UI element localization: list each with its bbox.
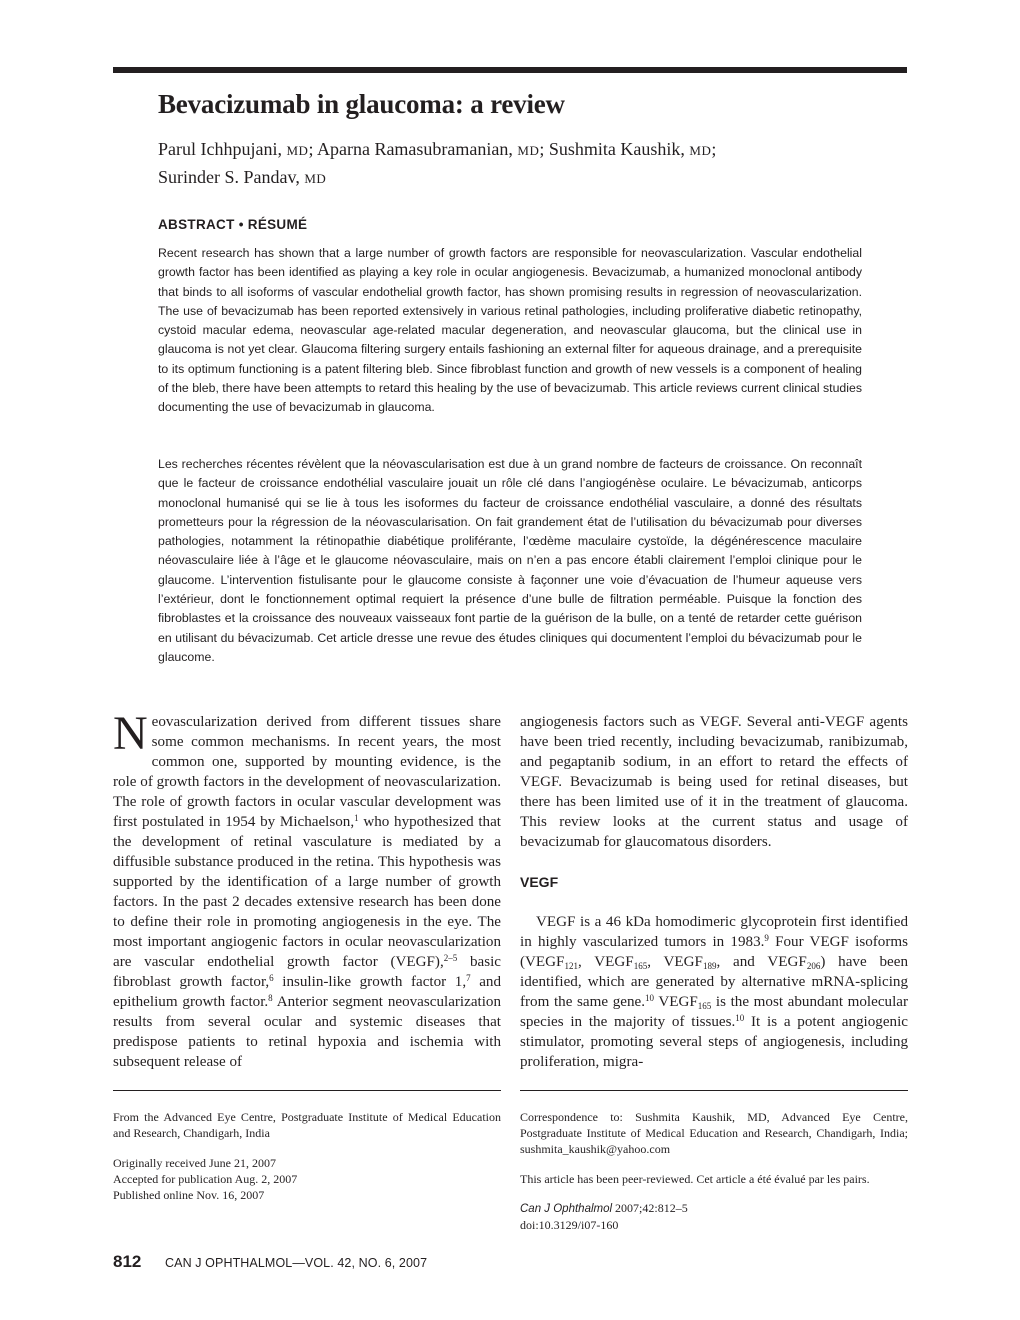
isoform-subscript: 206 [806, 961, 821, 971]
citation-note [520, 1200, 908, 1233]
isoform-subscript: 165 [633, 961, 648, 971]
vegf-text: is the most abundant molecular species in the majority of tissues. [520, 994, 908, 1030]
author-separator: ; [711, 139, 717, 159]
vegf-paragraph [520, 912, 908, 1072]
reference-marker: 8 [268, 993, 273, 1003]
section-heading-vegf: VEGF [520, 874, 559, 890]
intro-text: Anterior segment neovascularization results from several ocular and systemic diseases that predispose patients to retinal hypoxia and ischemia with subsequent release of [113, 994, 501, 1070]
vegf-text: ) have been identified, which are generated by alternative mRNA-splicing from the same gene. [520, 954, 908, 1010]
vegf-text: , VEGF [647, 954, 703, 970]
affiliation-note: From the Advanced Eye Centre, Postgraduate Institute of Medical Education and Research, Chandigarh, India [113, 1110, 501, 1140]
vegf-text: Four VEGF isoforms (VEGF [520, 934, 908, 970]
running-footer: CAN J OPHTHALMOL—VOL. 42, NO. 6, 2007 [165, 1256, 428, 1270]
published-date: Published online Nov. 16, 2007 [113, 1188, 265, 1202]
reference-marker: 7 [466, 973, 471, 983]
isoform-subscript: 189 [702, 961, 717, 971]
vegf-text: , and VEGF [716, 954, 807, 970]
abstract-heading: ABSTRACT • RÉSUMÉ [158, 217, 308, 232]
intro-text: eovascularization derived from different tissues share some common mechanisms. In recent years, the most common one, supported by mounting evidence, is the role of growth factors in the development of neovascularization. The role of growth factors in ocular vascular development was first postulated in 1954 by Michaelson, [113, 714, 501, 830]
footnote-rule-left [113, 1090, 501, 1091]
author-name: Sushmita Kaushik, [548, 139, 685, 159]
author-degree: MD [517, 143, 540, 158]
vegf-text: VEGF [653, 994, 698, 1010]
author-separator: ; [539, 139, 545, 159]
author-list [158, 136, 898, 192]
dates-note [113, 1155, 501, 1203]
vegf-text: VEGF is a 46 kDa homodimeric glycoprotein first identified in highly vascularized tumors in 1983. [520, 914, 908, 950]
author-degree: MD [286, 143, 309, 158]
journal-name: Can J Ophthalmol [520, 1203, 613, 1215]
author-name: Parul Ichhpujani, [158, 139, 282, 159]
author-degree: MD [304, 171, 327, 186]
vegf-section [520, 912, 908, 1072]
doi: doi:10.3129/i07-160 [520, 1218, 619, 1232]
intro-text: basic fibroblast growth factor, [113, 954, 501, 990]
drop-cap: N [113, 707, 148, 760]
reference-marker: 9 [764, 933, 769, 943]
isoform-subscript: 165 [697, 1001, 712, 1011]
author-name: Aparna Ramasubramanian, [316, 139, 513, 159]
abstract-english: Recent research has shown that a large number of growth factors are responsible for neovascularization. Vascular endothelial growth factor has been identified as playing a key role in ocular angiogenesis. Bevacizumab, a humanized monoclonal antibody that binds to all isoforms of vascular endothelial growth factor, has shown promising results in regression of neovascularization. The use of bevacizumab has been reported extensively in various retinal pathologies, including proliferative diabetic retinopathy, cystoid macular edema, neovascular age-related macular degeneration, and neovascular glaucoma, but the clinical use in glaucoma is not yet clear. Glaucoma filtering surgery entails fashioning an external filter for aqueous drainage, and a prerequisite to its optimum functioning is a patent filtering bleb. Since fibroblast function and growth of new vessels is a component of healing of the bleb, there have been attempts to retard this healing by the use of bevacizumab. This article reviews current clinical studies documenting the use of bevacizumab in glaucoma. [158, 246, 862, 415]
reference-marker: 10 [735, 1013, 745, 1023]
footnote-rule-right [520, 1090, 908, 1091]
isoform-subscript: 121 [564, 961, 578, 971]
intro-continuation: angiogenesis factors such as VEGF. Several anti-VEGF agents have been tried recently, including bevacizumab, ranibizumab, and pegaptanib sodium, in an effort to retard the effects of VEGF. Bevacizumab is being used for retinal diseases, but there has been limited use of it in the treatment of glaucoma. This review looks at the current status and usage of bevacizumab for glaucomatous disorders. [520, 714, 908, 850]
received-date: Originally received June 21, 2007 [113, 1156, 276, 1170]
author-separator: ; [308, 139, 314, 159]
reference-marker: 2–5 [443, 953, 458, 963]
accepted-date: Accepted for publication Aug. 2, 2007 [113, 1172, 298, 1186]
intro-paragraph [113, 707, 502, 1072]
correspondence-note: Correspondence to: Sushmita Kaushik, MD, Advanced Eye Centre, Postgraduate Institute of Medical Education and Research, Chandigarh, India; sushmita_kaushik@yahoo.com [520, 1110, 908, 1156]
vegf-text: , VEGF [577, 954, 634, 970]
body-column-left [113, 707, 502, 1072]
citation-volume: 2007;42:812–5 [612, 1201, 688, 1215]
peer-review-note: This article has been peer-reviewed. Cet article a été évalué par les pairs. [520, 1172, 870, 1186]
article-title: Bevacizumab in glaucoma: a review [158, 89, 565, 119]
author-degree: MD [689, 143, 712, 158]
body-column-right-continuation [520, 712, 908, 852]
abstract-french: Les recherches récentes révèlent que la néovascularisation est due à un grand nombre de facteurs de croissance. On reconnaît que le facteur de croissance endothélial vasculaire jouait un rôle clé dans l’angiogénèse oculaire. Le bévacizumab, anticorps monoclonal humanisé qui se lie à tous les isoformes du facteur de croissance endothélial vasculaire, a donné des résultats prometteurs pour la régression de la néovascularisation. On fait grandement état de l’utilisation du bévacizumab pour diverses pathologies, notamment la rétinopathie diabétique proliférante, l’œdème maculaire cystoïde, la dégénérescence maculaire néovasculaire liée à l’âge et le glaucome néovasculaire, mais on n’en a pas encore établi clairement l’emploi clinique pour le glaucome. L’intervention fistulisante pour le glaucome consiste à façonner une voie d’évacuation de l’humeur aqueuse vers l’extérieur, dont le fonctionnement optimal requiert la présence d’une bulle de filtration perméable. Puisque la fonction des fibroblastes et la croissance des nouveaux vaisseaux font partie de la guérison de la bulle, on a tenté de retarder cette guérison en utilisant du bévacizumab. Cet article dresse une revue des études cliniques qui documentent l’emploi du bévacizumab pour le glaucome. [158, 457, 862, 664]
intro-text: insulin-like growth factor 1, [273, 974, 467, 990]
page-number: 812 [113, 1252, 142, 1271]
author-name: Surinder S. Pandav, [158, 167, 300, 187]
reference-marker: 1 [354, 813, 359, 823]
reference-marker: 10 [644, 993, 654, 1003]
intro-text: who hypothesized that the development of retinal vasculature is mediated by a diffusible substance produced in the retina. This hypothesis was supported by the identification of a large number of growth factors. In the past 2 decades extensive research has been done to define their role in promoting angiogenesis in the eye. The most important angiogenic factors in ocular neovascularization are vascular endothelial growth factor (VEGF), [113, 814, 501, 970]
top-rule [113, 67, 907, 73]
intro-text: and epithelium growth factor. [113, 974, 502, 1010]
reference-marker: 6 [269, 973, 274, 983]
vegf-text: It is a potent angiogenic stimulator, promoting several steps of angiogenesis, including proliferation, migra- [520, 1014, 908, 1070]
